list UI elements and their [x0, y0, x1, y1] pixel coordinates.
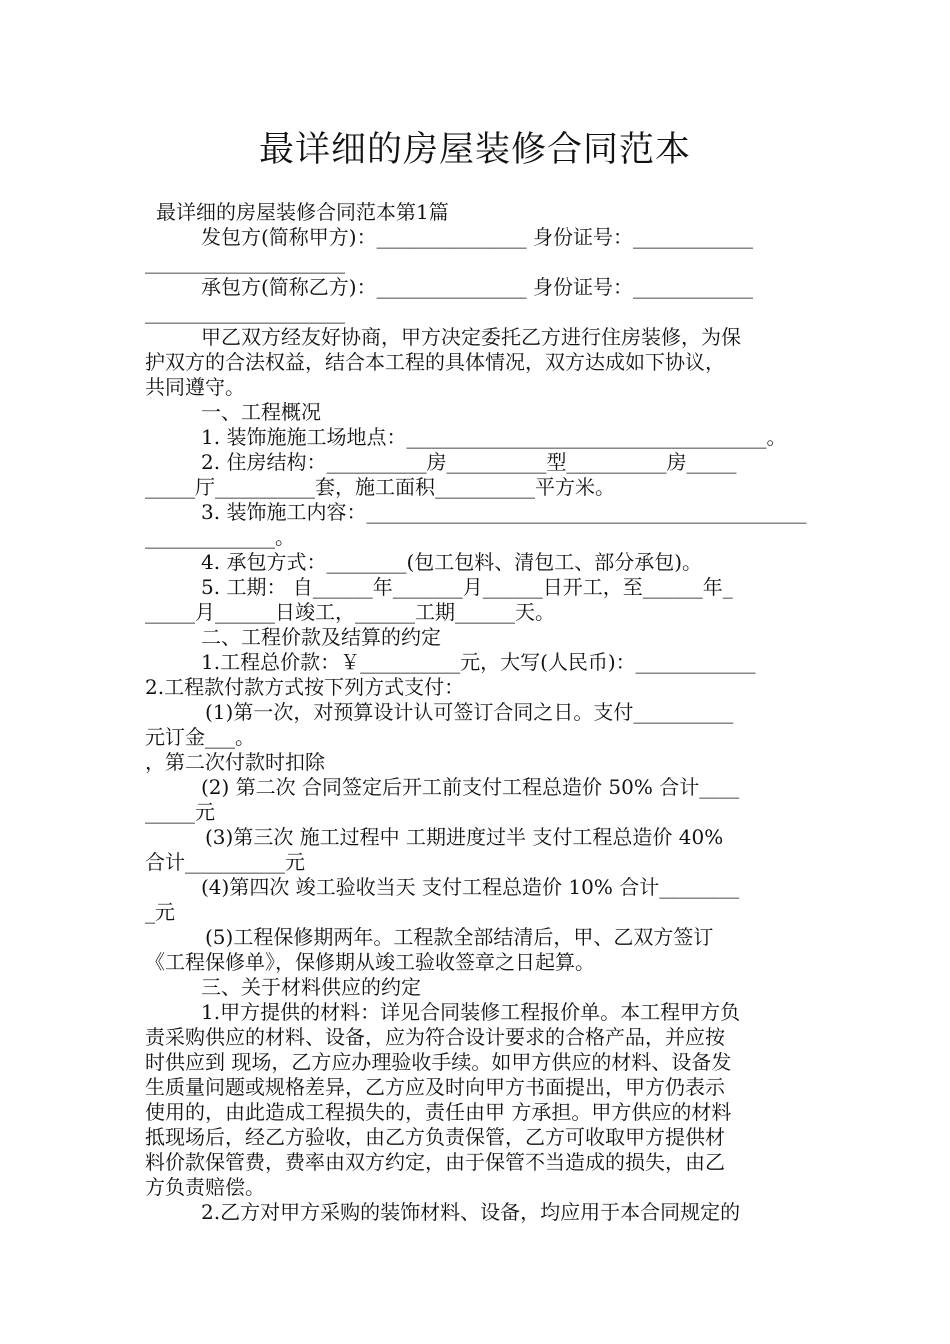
section-heading: 二、工程价款及结算的约定 [201, 625, 441, 649]
party-b-line: 承包方(简称乙方)：_______________ 身份证号：____________ [201, 275, 753, 299]
clause-line: _____________。 [145, 525, 295, 549]
clause-line: 2.工程款付款方式按下列方式支付： [145, 675, 465, 699]
paragraph-line: 责采购供应的材料、设备，应为符合设计要求的合格产品，并应按 [145, 1025, 725, 1049]
clause-line: 1. 装饰施施工场地点：____________________________________。 [201, 425, 787, 449]
paragraph-line: 抵现场后，经乙方验收，由乙方负责保管，乙方可收取甲方提供材 [145, 1125, 725, 1149]
clause-line: 3. 装饰施工内容：____________________________________________ [201, 500, 807, 524]
clause-line: 4. 承包方式：________(包工包料、清包工、部分承包)。 [201, 550, 703, 574]
paragraph-line: 使用的，由此造成工程损失的，责任由甲 方承担。甲方供应的材料 [145, 1100, 732, 1124]
clause-line: (5)工程保修期两年。工程款全部结清后，甲、乙双方签订 [205, 925, 714, 949]
paragraph-line: 共同遵守。 [145, 375, 245, 399]
document-title: 最详细的房屋装修合同范本 [258, 130, 691, 170]
clause-line: ，第二次付款时扣除 [145, 750, 325, 774]
clause-line: _元 [145, 900, 175, 924]
clause-line: 1.工程总价款：￥__________元，大写(人民币)：____________ [201, 650, 756, 674]
blank-line: ____________________ [145, 300, 345, 324]
blank-line: ____________________ [145, 250, 345, 274]
clause-line: (3)第三次 施工过程中 工期进度过半 支付工程总造价 40% [205, 825, 724, 849]
clause-line: 5. 工期： 自______年_______月______日开工，至______年_ [201, 575, 733, 599]
clause-line: 2. 住房结构：__________房__________型__________房_____ [201, 450, 737, 474]
clause-line: _____月______日竣工，______工期______天。 [145, 600, 555, 624]
paragraph-line: 甲乙双方经友好协商，甲方决定委托乙方进行住房装修，为保 [201, 325, 741, 349]
clause-line: 元订金___。 [145, 725, 255, 749]
paragraph-line: 护双方的合法权益，结合本工程的具体情况，双方达成如下协议， [145, 350, 725, 374]
party-a-line: 发包方(简称甲方)：_______________ 身份证号：____________ [201, 225, 753, 249]
clause-line: (1)第一次，对预算设计认可签订合同之日。支付__________ [205, 700, 734, 724]
section-heading: 三、关于材料供应的约定 [201, 975, 421, 999]
paragraph-line: 1.甲方提供的材料：详见合同装修工程报价单。本工程甲方负 [201, 1000, 741, 1024]
clause-line: 《工程保修单》，保修期从竣工验收签章之日起算。 [145, 950, 595, 974]
clause-line: _____厅__________套，施工面积__________平方米。 [145, 475, 615, 499]
paragraph-line: 时供应到 现场，乙方应办理验收手续。如甲方供应的材料、设备发 [145, 1050, 732, 1074]
clause-line: (4)第四次 竣工验收当天 支付工程总造价 10% 合计________ [201, 875, 740, 899]
paragraph-line: 2.乙方对甲方采购的装饰材料、设备，均应用于本合同规定的 [201, 1200, 741, 1224]
section-heading: 最详细的房屋装修合同范本第1篇 [156, 200, 449, 224]
section-heading: 一、工程概况 [201, 400, 321, 424]
clause-line: _____元 [145, 800, 215, 824]
paragraph-line: 生质量问题或规格差异，乙方应及时向甲方书面提出，甲方仍表示 [145, 1075, 725, 1099]
clause-line: (2) 第二次 合同签定后开工前支付工程总造价 50% 合计____ [201, 775, 740, 799]
clause-line: 合计__________元 [145, 850, 305, 874]
paragraph-line: 方负责赔偿。 [145, 1175, 265, 1199]
paragraph-line: 料价款保管费，费率由双方约定，由于保管不当造成的损失，由乙 [145, 1150, 725, 1174]
